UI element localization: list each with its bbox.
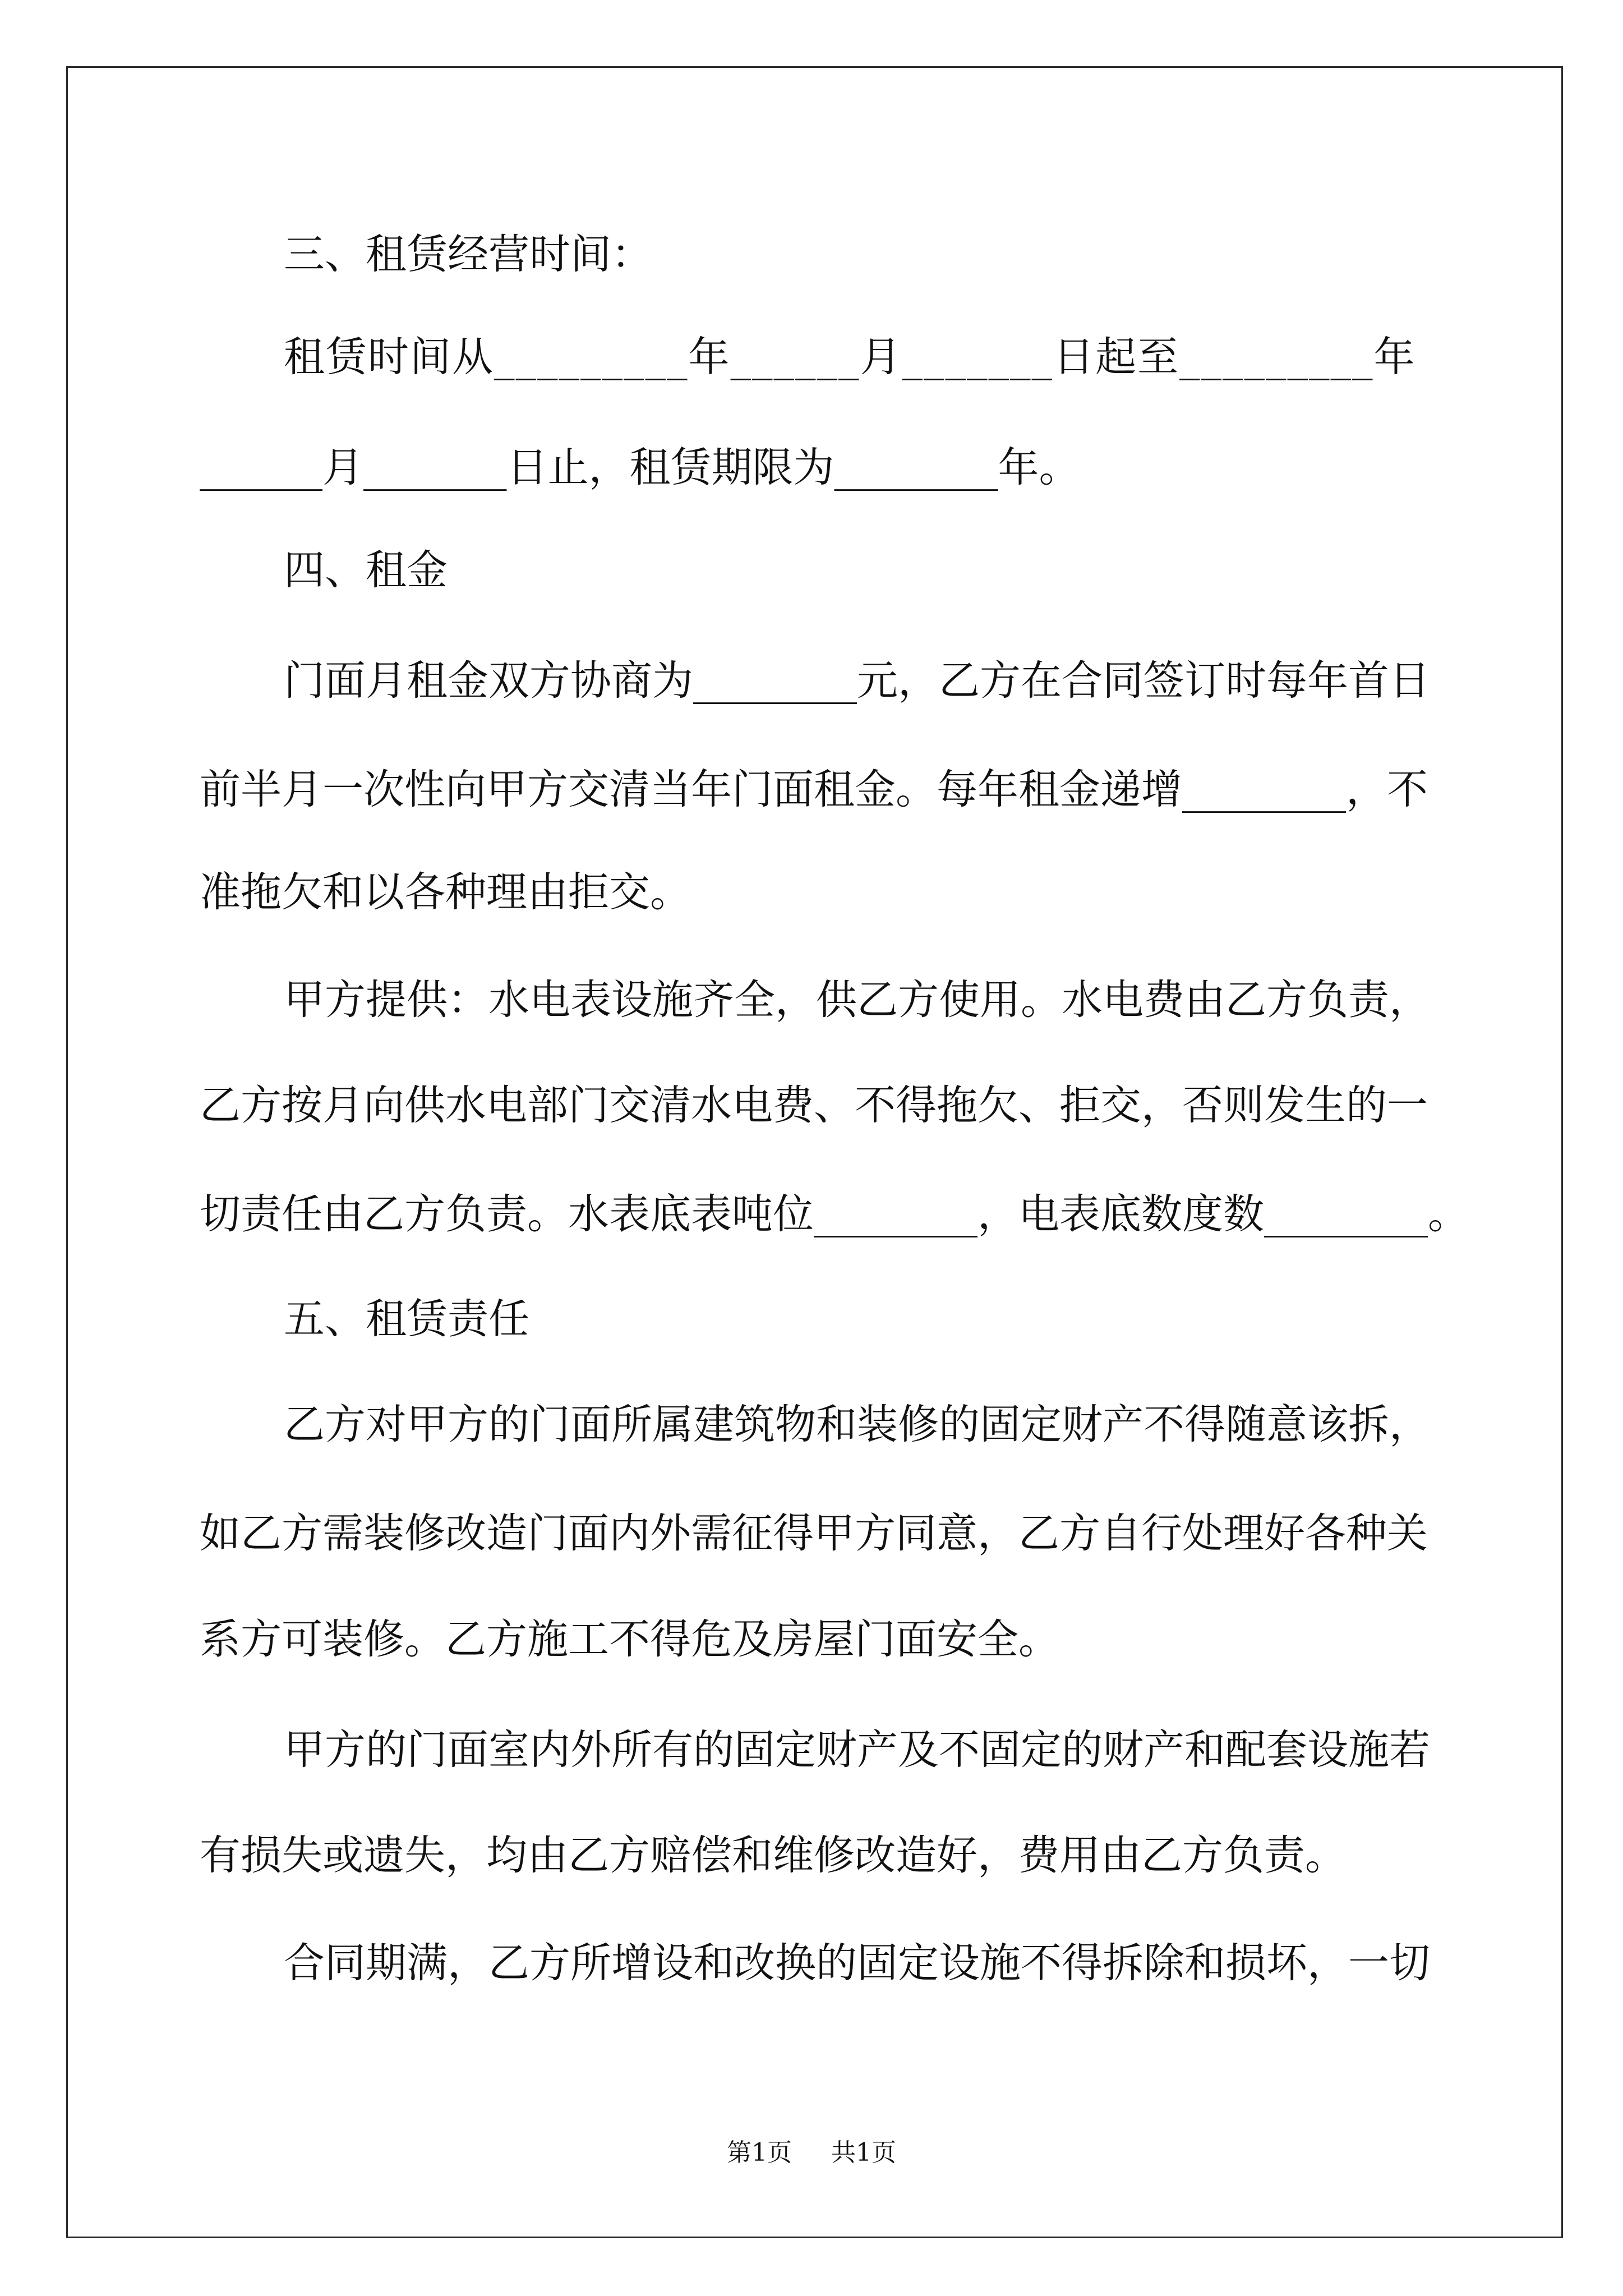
paragraph-line: 合同期满，乙方所增设和改换的固定设施不得拆除和损坏，一切 [284,1939,1430,1987]
paragraph-line: 切责任由乙方负责。水表底表吨位________，电表底数度数________。 [200,1190,1469,1238]
paragraph-line: 门面月租金双方协商为________元，乙方在合同签订时每年首日 [284,657,1430,705]
section-heading-lease-term: 三、租赁经营时间： [284,231,652,278]
paragraph-line: 前半月一次性向甲方交清当年门面租金。每年租金递增________，不 [200,766,1428,813]
paragraph-line: 甲方提供：水电表设施齐全，供乙方使用。水电费由乙方负责， [284,976,1430,1024]
paragraph-line: 甲方的门面室内外所有的固定财产及不固定的财产和配套设施若 [284,1726,1430,1774]
page-footer [0,2136,1623,2170]
paragraph-line: 乙方对甲方的门面所属建筑物和装修的固定财产不得随意该拆， [284,1401,1430,1448]
paragraph-line: 如乙方需装修改造门面内外需征得甲方同意，乙方自行处理好各种关 [200,1510,1428,1557]
section-heading-rent: 四、租金 [284,546,448,594]
paragraph-line: 有损失或遗失，均由乙方赔偿和维修改造好，费用由乙方负责。 [200,1832,1346,1879]
page-total-label: 共1页 [831,2138,896,2167]
paragraph-line: 乙方按月向供水电部门交清水电费、不得拖欠、拒交，否则发生的一 [200,1082,1428,1129]
paragraph-line: 租赁时间从_________年______月_______日起至_________年 [284,333,1416,381]
section-heading-lease-responsibility: 五、租赁责任 [284,1295,529,1343]
page-number-label: 第1页 [727,2138,792,2167]
paragraph-line: ______月_______日止，租赁期限为________年。 [200,444,1080,491]
paragraph-line: 系方可装修。乙方施工不得危及房屋门面安全。 [200,1616,1059,1663]
paragraph-line: 准拖欠和以各种理由拒交。 [200,868,691,916]
page-border [66,66,1563,2238]
